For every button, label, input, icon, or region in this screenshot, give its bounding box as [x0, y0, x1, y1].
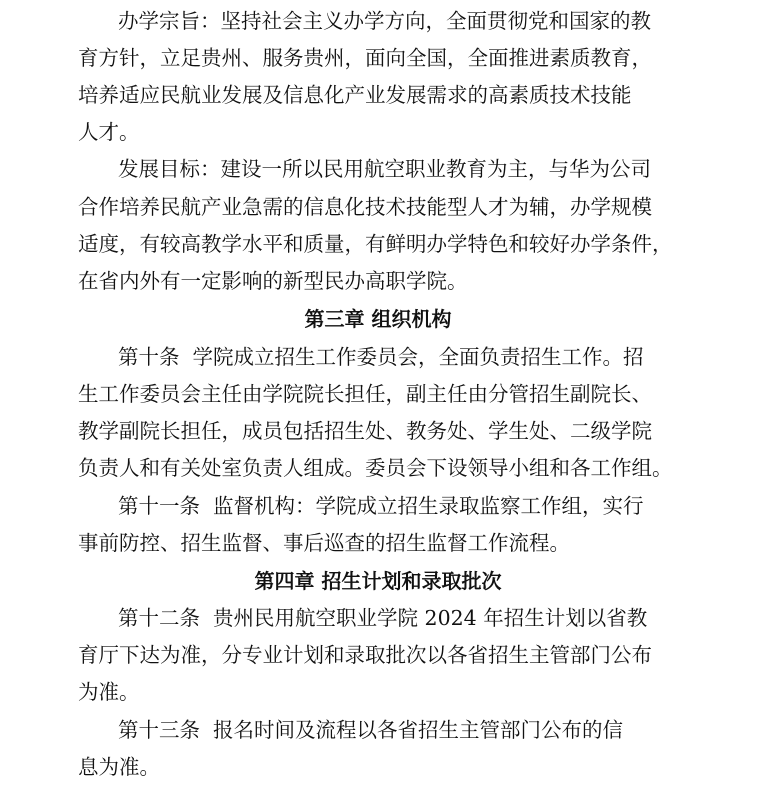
text-line: 第十一条 监督机构：学院成立招生录取监察工作组，实行: [118, 494, 644, 518]
text-line: 教学副院长担任，成员包括招生处、教务处、学生处、二级学院: [78, 419, 652, 443]
text-line: 负责人和有关处室负责人组成。委员会下设领导小组和各工作组。: [78, 456, 673, 480]
text-line: 培养适应民航业发展及信息化产业发展需求的高素质技术技能: [78, 83, 632, 107]
text-line: 育厅下达为准，分专业计划和录取批次以各省招生主管部门公布: [78, 643, 652, 667]
text-line: 第十三条 报名时间及流程以各省招生主管部门公布的信: [118, 718, 624, 742]
text-line: 在省内外有一定影响的新型民办高职学院。: [78, 269, 468, 293]
text-line: 适度，有较高教学水平和质量，有鲜明办学特色和较好办学条件，: [78, 232, 673, 256]
text-line: 息为准。: [78, 755, 160, 779]
text-line: 育方针，立足贵州、服务贵州，面向全国，全面推进素质教育，: [78, 46, 652, 70]
text-line: 发展目标：建设一所以民用航空职业教育为主，与华为公司: [118, 157, 651, 181]
text-line: 人才。: [78, 120, 140, 144]
chapter-heading: 第三章 组织机构: [304, 307, 452, 331]
text-line: 合作培养民航产业急需的信息化技术技能型人才为辅，办学规模: [78, 195, 652, 219]
text-line: 第十条 学院成立招生工作委员会，全面负责招生工作。招: [118, 345, 644, 369]
text-line: 事前防控、招生监督、事后巡查的招生监督工作流程。: [78, 531, 570, 555]
text-line: 为准。: [78, 680, 140, 704]
text-line: 生工作委员会主任由学院院长担任，副主任由分管招生副院长、: [78, 382, 652, 406]
chapter-heading: 第四章 招生计划和录取批次: [254, 569, 502, 593]
text-line: 办学宗旨：坚持社会主义办学方向，全面贯彻党和国家的教: [118, 9, 651, 33]
text-line: 第十二条 贵州民用航空职业学院 2024 年招生计划以省教: [118, 606, 648, 630]
